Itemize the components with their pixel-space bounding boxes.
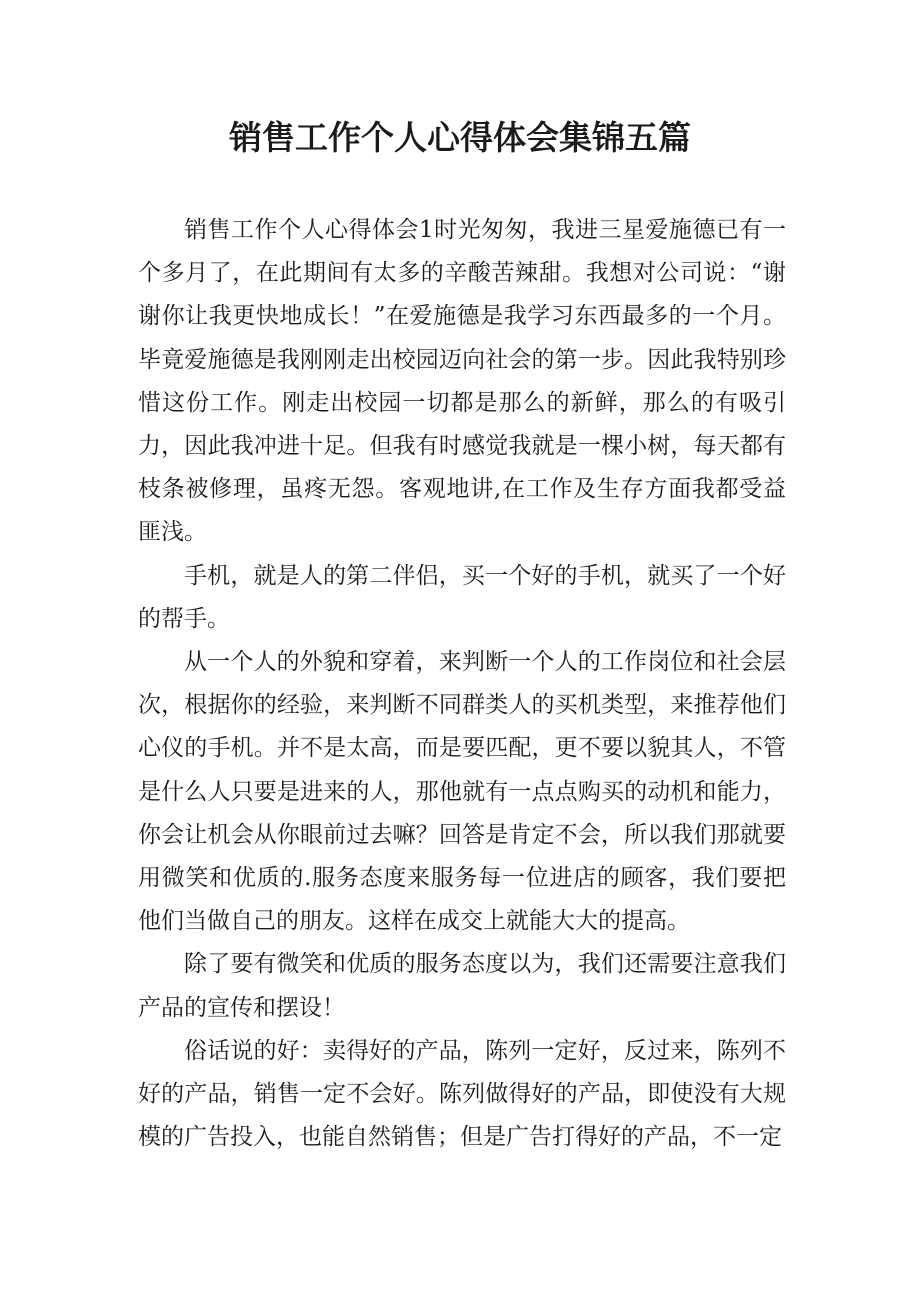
paragraph: 销售工作个人心得体会1时光匆匆，我进三星爱施德已有一个多月了，在此期间有太多的辛酸苦辣甜。我想对公司说：“谢谢你让我更快地成长！”在爱施德是我学习东西最多的一个月。毕竟爱施德是我刚刚走出校园迈向社会的第一步。因此我特别珍惜这份工作。刚走出校园一切都是那么的新鲜，那么的有吸引力，因此我冲进十足。但我有时感觉我就是一棵小树，每天都有枝条被修理，虽疼无怨。客观地讲,在工作及生存方面我都受益匪浅。 xyxy=(138,217,786,546)
paragraph: 除了要有微笑和优质的服务态度以为，我们还需要注意我们产品的宣传和摆设！ xyxy=(138,951,786,1021)
paragraph: 从一个人的外貌和穿着，来判断一个人的工作岗位和社会层次，根据你的经验，来判断不同群类人的买机类型，来推荐他们心仪的手机。并不是太高，而是要匹配，更不要以貌其人，不管是什么人只要是进来的人，那他就有一点点购买的动机和能力，你会让机会从你眼前过去嘛？回答是肯定不会，所以我们那就要用微笑和优质的.服务态度来服务每一位进店的顾客，我们要把他们当做自己的朋友。这样在成交上就能大大的提高。 xyxy=(138,649,786,935)
paragraph: 手机，就是人的第二伴侣，买一个好的手机，就买了一个好的帮手。 xyxy=(138,562,786,632)
paragraph: 俗话说的好：卖得好的产品，陈列一定好，反过来，陈列不好的产品，销售一定不会好。陈列做得好的产品，即使没有大规模的广告投入，也能自然销售；但是广告打得好的产品，不一定 xyxy=(138,1037,786,1151)
document-body xyxy=(138,209,786,1159)
document-title: 销售工作个人心得体会集锦五篇 xyxy=(229,118,691,157)
